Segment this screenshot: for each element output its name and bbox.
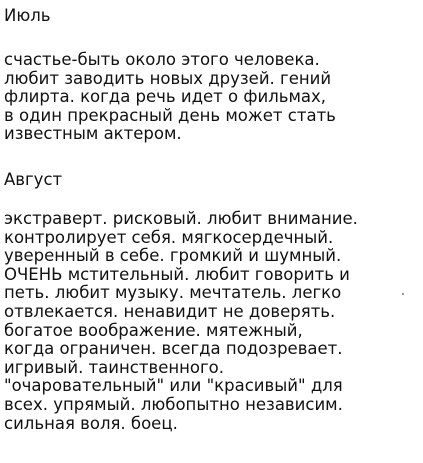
text-line: отвлекается. ненавидит не доверять. — [4, 301, 336, 321]
text-line: ОЧЕНЬ мстительный. любит говорить и — [4, 264, 350, 284]
text-line: когда ограничен. всегда подозревает. — [4, 339, 343, 359]
text-line: сильная воля. боец. — [4, 413, 178, 433]
text-line: известным актером. — [4, 124, 182, 144]
text-line: игривый. таинственного. — [4, 357, 225, 377]
spacer — [4, 189, 420, 210]
section-title-july: Июль — [4, 6, 51, 25]
spacer — [4, 25, 420, 51]
stray-dot — [402, 293, 404, 295]
text-line: любит заводить новых друзей. гений — [4, 68, 332, 88]
text-line: счастье-быть около этого человека. — [4, 50, 320, 69]
spacer — [4, 144, 420, 170]
text-line: контролирует себя. мягкосердечный. — [4, 227, 334, 247]
text-line: в один прекрасный день может стать — [4, 105, 336, 125]
text-line: богатое воображение. мятежный, — [4, 320, 303, 340]
note-page — [4, 6, 420, 433]
text-line: всех. упрямый. любопытно независим. — [4, 394, 343, 414]
paragraph-july — [4, 51, 420, 144]
text-line: флирта. когда речь идет о фильмах, — [4, 87, 327, 107]
text-line: экстраверт. рисковый. любит внимание. — [4, 208, 358, 228]
text-line: уверенный в себе. громкий и шумный. — [4, 246, 342, 266]
section-title-august: Август — [4, 169, 63, 189]
text-line: "очаровательный" или "красивый" для — [4, 376, 343, 396]
paragraph-august — [4, 210, 420, 433]
text-line: петь. любит музыку. мечтатель. легко — [4, 283, 342, 303]
